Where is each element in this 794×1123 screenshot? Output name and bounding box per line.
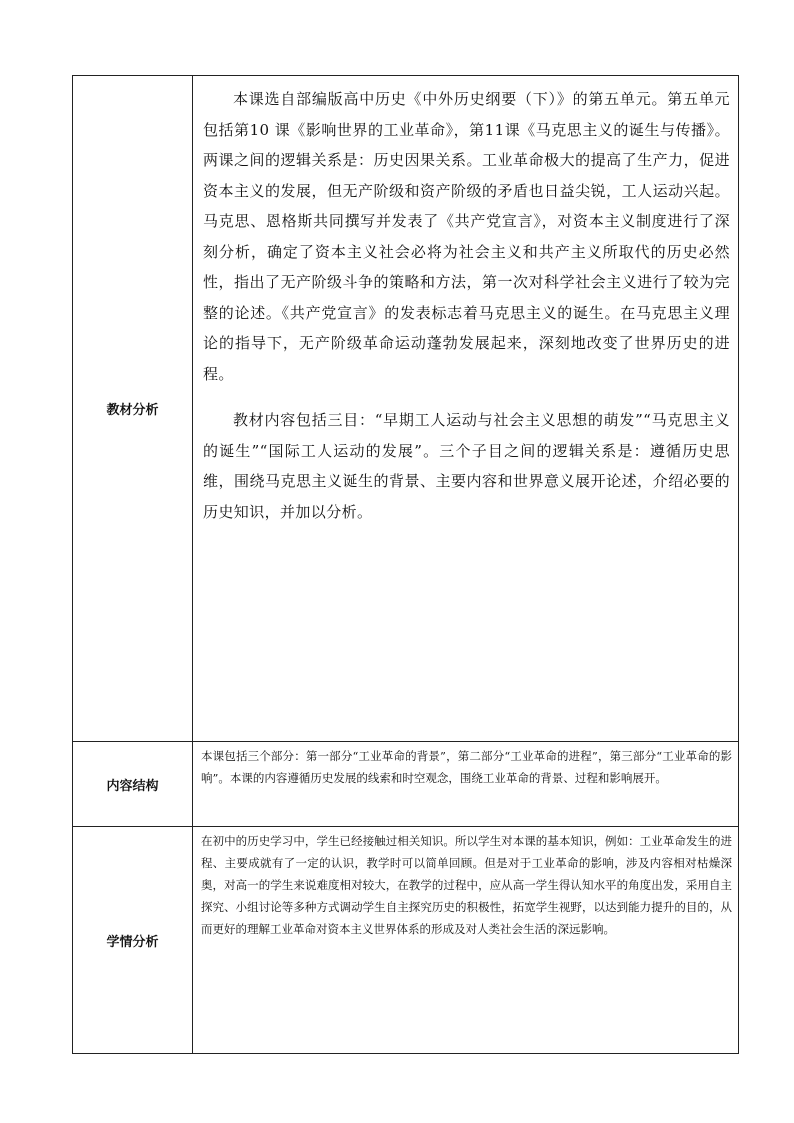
table-row-textbook-analysis [73,76,739,742]
content-structure-content [193,742,739,827]
student-analysis-paragraph: 在初中的历史学习中，学生已经接触过相关知识。所以学生对本课的基本知识，例如：工业革命发生的进程、主要成就有了一定的认识，教学时可以简单回顾。但是对于工业革命的影响，涉及内容相对枯燥深奥，对高一的学生来说难度相对较大，在教学的过程中，应从高一学生得认知水平的角度出发，采用自主探究、小组讨论等多种方式调动学生自主探究历史的积极性，拓宽学生视野，以达到能力提升的目的，从而更好的理解工业革命对资本主义世界体系的形成及对人类社会生活的深远影响。 [201,834,732,936]
textbook-analysis-content [193,76,739,742]
row-label-content-structure: 内容结构 [73,742,193,827]
textbook-analysis-paragraph-2: 教材内容包括三目：“早期工人运动与社会主义思想的萌发”“马克思主义的诞生”“国际工人运动的发展”。三个子目之间的逻辑关系是：遵循历史思维，围绕马克思主义诞生的背景、主要内容和世界意义展开论述，介绍必要的历史知识，并加以分析。 [203,411,730,521]
textbook-analysis-paragraph-1: 本课选自部编版高中历史《中外历史纲要（下）》的第五单元。第五单元包括第10 课《影响世界的工业革命》，第11课《马克思主义的诞生与传播》。两课之间的逻辑关系是：历史因果关系。工业革命极大的提高了生产力，促进资本主义的发展，但无产阶级和资产阶级的矛盾也日益尖锐，工人运动兴起。马克思、恩格斯共同撰写并发表了《共产党宣言》，对资本主义制度进行了深刻分析，确定了资本主义社会必将为社会主义和共产主义所取代的历史必然性，指出了无产阶级斗争的策略和方法，第一次对科学社会主义进行了较为完整的论述。《共产党宣言》的发表标志着马克思主义的诞生。在马克思主义理论的指导下，无产阶级革命运动蓬勃发展起来，深刻地改变了世界历史的进程。 [203,90,730,383]
content-structure-paragraph: 本课包括三个部分：第一部分“工业革命的背景”，第二部分“工业革命的进程”，第三部分“工业革命的影响”。本课的内容遵循历史发展的线索和时空观念，围绕工业革命的背景、过程和影响展开。 [201,749,732,785]
row-label-textbook-analysis: 教材分析 [73,76,193,742]
table-row-content-structure [73,742,739,827]
student-analysis-content [193,827,739,1054]
table-row-student-analysis [73,827,739,1054]
lesson-analysis-table [72,75,739,1054]
row-label-student-analysis: 学情分析 [73,827,193,1054]
